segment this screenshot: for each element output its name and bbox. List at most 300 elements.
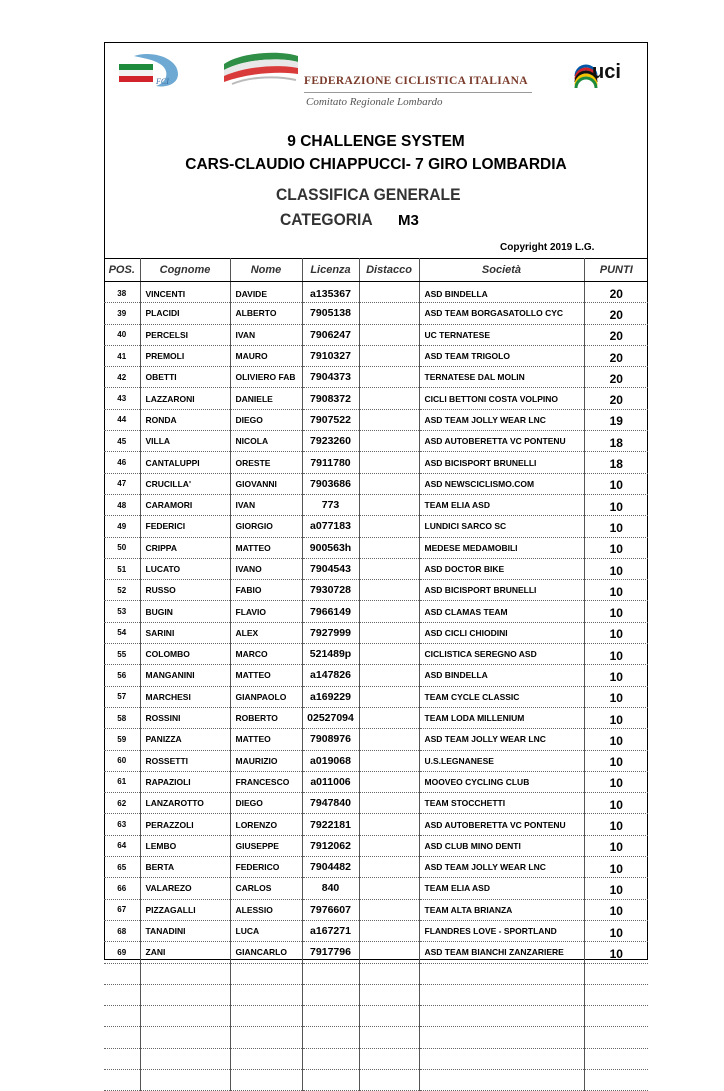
position-cell: 54 bbox=[104, 622, 140, 643]
team-cell: ASD TEAM BIANCHI ZANZARIERE bbox=[419, 942, 584, 963]
position-cell: 41 bbox=[104, 345, 140, 366]
position-cell bbox=[104, 963, 140, 984]
gap-cell bbox=[359, 601, 419, 622]
license-cell: a077183 bbox=[302, 516, 359, 537]
table-row bbox=[104, 473, 648, 494]
position-cell: 42 bbox=[104, 367, 140, 388]
points-cell: 18 bbox=[584, 452, 648, 473]
gap-cell bbox=[359, 1027, 419, 1048]
surname-cell: RAPAZIOLI bbox=[140, 771, 230, 792]
column-header-nome: Nome bbox=[230, 259, 302, 282]
name-cell: GIANPAOLO bbox=[230, 686, 302, 707]
team-cell: TEAM ELIA ASD bbox=[419, 878, 584, 899]
license-cell: 7917796 bbox=[302, 942, 359, 963]
team-cell: ASD TEAM TRIGOLO bbox=[419, 345, 584, 366]
points-cell: 10 bbox=[584, 516, 648, 537]
points-cell: 10 bbox=[584, 665, 648, 686]
name-cell: MAURIZIO bbox=[230, 750, 302, 771]
name-cell bbox=[230, 963, 302, 984]
name-cell: NICOLA bbox=[230, 431, 302, 452]
license-cell bbox=[302, 1069, 359, 1090]
team-cell bbox=[419, 1027, 584, 1048]
table-row bbox=[104, 324, 648, 345]
team-cell: ASD TEAM JOLLY WEAR LNC bbox=[419, 729, 584, 750]
surname-cell: PANIZZA bbox=[140, 729, 230, 750]
team-cell bbox=[419, 984, 584, 1005]
surname-cell: ROSSINI bbox=[140, 707, 230, 728]
position-cell bbox=[104, 1027, 140, 1048]
table-row bbox=[104, 282, 648, 303]
table-row bbox=[104, 494, 648, 515]
name-cell: ALBERTO bbox=[230, 303, 302, 324]
federation-subtitle: Comitato Regionale Lombardo bbox=[306, 96, 443, 108]
license-cell bbox=[302, 1048, 359, 1069]
gap-cell bbox=[359, 750, 419, 771]
table-row bbox=[104, 367, 648, 388]
surname-cell: PREMOLI bbox=[140, 345, 230, 366]
team-cell: ASD BICISPORT BRUNELLI bbox=[419, 580, 584, 601]
name-cell: LUCA bbox=[230, 920, 302, 941]
position-cell: 56 bbox=[104, 665, 140, 686]
points-cell bbox=[584, 984, 648, 1005]
surname-cell bbox=[140, 984, 230, 1005]
points-cell: 10 bbox=[584, 686, 648, 707]
position-cell: 64 bbox=[104, 835, 140, 856]
name-cell: DAVIDE bbox=[230, 282, 302, 303]
team-cell: MEDESE MEDAMOBILI bbox=[419, 537, 584, 558]
name-cell: ROBERTO bbox=[230, 707, 302, 728]
position-cell: 51 bbox=[104, 558, 140, 579]
license-cell: 900563h bbox=[302, 537, 359, 558]
table-row bbox=[104, 558, 648, 579]
name-cell bbox=[230, 984, 302, 1005]
points-cell: 10 bbox=[584, 899, 648, 920]
license-cell: 840 bbox=[302, 878, 359, 899]
table-row bbox=[104, 814, 648, 835]
gap-cell bbox=[359, 644, 419, 665]
gap-cell bbox=[359, 857, 419, 878]
points-cell: 10 bbox=[584, 771, 648, 792]
gap-cell bbox=[359, 1069, 419, 1090]
table-row bbox=[104, 920, 648, 941]
position-cell: 55 bbox=[104, 644, 140, 665]
gap-cell bbox=[359, 771, 419, 792]
points-cell: 10 bbox=[584, 580, 648, 601]
position-cell: 57 bbox=[104, 686, 140, 707]
license-cell: 7904482 bbox=[302, 857, 359, 878]
team-cell: ASD TEAM JOLLY WEAR LNC bbox=[419, 409, 584, 430]
gap-cell bbox=[359, 431, 419, 452]
position-cell: 68 bbox=[104, 920, 140, 941]
table-row bbox=[104, 963, 648, 984]
name-cell: ALESSIO bbox=[230, 899, 302, 920]
surname-cell: CRIPPA bbox=[140, 537, 230, 558]
fci-logo-text: FCI bbox=[156, 77, 169, 86]
surname-cell: BERTA bbox=[140, 857, 230, 878]
license-cell: 7904373 bbox=[302, 367, 359, 388]
surname-cell: COLOMBO bbox=[140, 644, 230, 665]
table-row bbox=[104, 984, 648, 1005]
position-cell: 52 bbox=[104, 580, 140, 601]
name-cell: FABIO bbox=[230, 580, 302, 601]
position-cell: 61 bbox=[104, 771, 140, 792]
uci-logo-text: uci bbox=[592, 61, 621, 83]
position-cell: 43 bbox=[104, 388, 140, 409]
name-cell: IVAN bbox=[230, 494, 302, 515]
name-cell: DIEGO bbox=[230, 793, 302, 814]
team-cell: ASD BINDELLA bbox=[419, 282, 584, 303]
license-cell: 7908976 bbox=[302, 729, 359, 750]
surname-cell: PLACIDI bbox=[140, 303, 230, 324]
points-cell: 20 bbox=[584, 282, 648, 303]
gap-cell bbox=[359, 282, 419, 303]
table-row bbox=[104, 431, 648, 452]
gap-cell bbox=[359, 920, 419, 941]
points-cell: 10 bbox=[584, 473, 648, 494]
license-cell: a135367 bbox=[302, 282, 359, 303]
points-cell: 10 bbox=[584, 942, 648, 963]
surname-cell: LAZZARONI bbox=[140, 388, 230, 409]
license-cell: 773 bbox=[302, 494, 359, 515]
gap-cell bbox=[359, 388, 419, 409]
license-cell: 7906247 bbox=[302, 324, 359, 345]
team-cell: MOOVEO CYCLING CLUB bbox=[419, 771, 584, 792]
table-row bbox=[104, 516, 648, 537]
position-cell: 40 bbox=[104, 324, 140, 345]
license-cell: 7912062 bbox=[302, 835, 359, 856]
surname-cell: ZANI bbox=[140, 942, 230, 963]
team-cell: ASD AUTOBERETTA VC PONTENU bbox=[419, 814, 584, 835]
position-cell: 44 bbox=[104, 409, 140, 430]
team-cell: TEAM ALTA BRIANZA bbox=[419, 899, 584, 920]
table-row bbox=[104, 686, 648, 707]
table-header-row bbox=[104, 259, 648, 282]
license-cell: 02527094 bbox=[302, 707, 359, 728]
surname-cell: CANTALUPPI bbox=[140, 452, 230, 473]
standings-table bbox=[104, 258, 648, 1091]
surname-cell: CARAMORI bbox=[140, 494, 230, 515]
name-cell: CARLOS bbox=[230, 878, 302, 899]
points-cell: 10 bbox=[584, 750, 648, 771]
gap-cell bbox=[359, 793, 419, 814]
position-cell: 62 bbox=[104, 793, 140, 814]
team-cell bbox=[419, 1048, 584, 1069]
name-cell: DANIELE bbox=[230, 388, 302, 409]
fci-logo-icon bbox=[116, 52, 182, 88]
team-cell: CICLI BETTONI COSTA VOLPINO bbox=[419, 388, 584, 409]
surname-cell bbox=[140, 963, 230, 984]
gap-cell bbox=[359, 1048, 419, 1069]
position-cell: 69 bbox=[104, 942, 140, 963]
license-cell: 7904543 bbox=[302, 558, 359, 579]
license-cell: 7910327 bbox=[302, 345, 359, 366]
license-cell bbox=[302, 984, 359, 1005]
position-cell: 53 bbox=[104, 601, 140, 622]
points-cell: 10 bbox=[584, 558, 648, 579]
table-row bbox=[104, 771, 648, 792]
team-cell: TEAM STOCCHETTI bbox=[419, 793, 584, 814]
table-row bbox=[104, 707, 648, 728]
license-cell: a011006 bbox=[302, 771, 359, 792]
license-cell bbox=[302, 1027, 359, 1048]
license-cell: a169229 bbox=[302, 686, 359, 707]
team-cell bbox=[419, 963, 584, 984]
team-cell: LUNDICI SARCO SC bbox=[419, 516, 584, 537]
column-header-societa: Società bbox=[419, 259, 584, 282]
surname-cell: VILLA bbox=[140, 431, 230, 452]
surname-cell: SARINI bbox=[140, 622, 230, 643]
team-cell: ASD AUTOBERETTA VC PONTENU bbox=[419, 431, 584, 452]
surname-cell: PERAZZOLI bbox=[140, 814, 230, 835]
team-cell: TEAM ELIA ASD bbox=[419, 494, 584, 515]
team-cell: CICLISTICA SEREGNO ASD bbox=[419, 644, 584, 665]
name-cell: GIORGIO bbox=[230, 516, 302, 537]
team-cell: TEAM LODA MILLENIUM bbox=[419, 707, 584, 728]
team-cell bbox=[419, 1069, 584, 1090]
name-cell: MAURO bbox=[230, 345, 302, 366]
table-row bbox=[104, 1027, 648, 1048]
surname-cell: CRUCILLA' bbox=[140, 473, 230, 494]
name-cell: FRANCESCO bbox=[230, 771, 302, 792]
license-cell: 7966149 bbox=[302, 601, 359, 622]
table-row bbox=[104, 622, 648, 643]
table-row bbox=[104, 537, 648, 558]
table-row bbox=[104, 303, 648, 324]
table-row bbox=[104, 878, 648, 899]
gap-cell bbox=[359, 516, 419, 537]
category-label: CATEGORIA bbox=[280, 210, 373, 229]
gap-cell bbox=[359, 665, 419, 686]
column-header-distacco: Distacco bbox=[359, 259, 419, 282]
name-cell: LORENZO bbox=[230, 814, 302, 835]
name-cell bbox=[230, 1069, 302, 1090]
position-cell: 63 bbox=[104, 814, 140, 835]
surname-cell: RUSSO bbox=[140, 580, 230, 601]
license-cell: 7922181 bbox=[302, 814, 359, 835]
team-cell: FLANDRES LOVE - SPORTLAND bbox=[419, 920, 584, 941]
name-cell: OLIVIERO FAB bbox=[230, 367, 302, 388]
gap-cell bbox=[359, 409, 419, 430]
table-row bbox=[104, 601, 648, 622]
points-cell: 19 bbox=[584, 409, 648, 430]
surname-cell: FEDERICI bbox=[140, 516, 230, 537]
position-cell: 67 bbox=[104, 899, 140, 920]
team-cell: ASD NEWSCICLISMO.COM bbox=[419, 473, 584, 494]
surname-cell bbox=[140, 1069, 230, 1090]
points-cell: 10 bbox=[584, 835, 648, 856]
name-cell: MATTEO bbox=[230, 665, 302, 686]
position-cell: 39 bbox=[104, 303, 140, 324]
column-header-cognome: Cognome bbox=[140, 259, 230, 282]
surname-cell: VALAREZO bbox=[140, 878, 230, 899]
table-row bbox=[104, 793, 648, 814]
name-cell: MATTEO bbox=[230, 729, 302, 750]
license-cell: 7907522 bbox=[302, 409, 359, 430]
position-cell: 48 bbox=[104, 494, 140, 515]
license-cell: a147826 bbox=[302, 665, 359, 686]
team-cell: UC TERNATESE bbox=[419, 324, 584, 345]
gap-cell bbox=[359, 558, 419, 579]
team-cell: ASD CICLI CHIODINI bbox=[419, 622, 584, 643]
table-row bbox=[104, 1048, 648, 1069]
gap-cell bbox=[359, 707, 419, 728]
gap-cell bbox=[359, 878, 419, 899]
points-cell bbox=[584, 963, 648, 984]
position-cell: 60 bbox=[104, 750, 140, 771]
name-cell bbox=[230, 1048, 302, 1069]
surname-cell: ROSSETTI bbox=[140, 750, 230, 771]
surname-cell: PIZZAGALLI bbox=[140, 899, 230, 920]
points-cell bbox=[584, 1048, 648, 1069]
gap-cell bbox=[359, 494, 419, 515]
name-cell: IVANO bbox=[230, 558, 302, 579]
name-cell: GIOVANNI bbox=[230, 473, 302, 494]
table-row bbox=[104, 1069, 648, 1090]
surname-cell: LEMBO bbox=[140, 835, 230, 856]
points-cell bbox=[584, 1027, 648, 1048]
surname-cell: TANADINI bbox=[140, 920, 230, 941]
team-cell: U.S.LEGNANESE bbox=[419, 750, 584, 771]
surname-cell: LANZAROTTO bbox=[140, 793, 230, 814]
table-row bbox=[104, 345, 648, 366]
points-cell: 10 bbox=[584, 814, 648, 835]
gap-cell bbox=[359, 303, 419, 324]
gap-cell bbox=[359, 345, 419, 366]
position-cell: 50 bbox=[104, 537, 140, 558]
license-cell: 7976607 bbox=[302, 899, 359, 920]
gap-cell bbox=[359, 729, 419, 750]
points-cell: 20 bbox=[584, 388, 648, 409]
gap-cell bbox=[359, 942, 419, 963]
event-subtitle: CARS-CLAUDIO CHIAPPUCCI- 7 GIRO LOMBARDIA bbox=[185, 156, 567, 173]
surname-cell: BUGIN bbox=[140, 601, 230, 622]
team-cell: ASD CLUB MINO DENTI bbox=[419, 835, 584, 856]
license-cell: a167271 bbox=[302, 920, 359, 941]
team-cell: ASD BINDELLA bbox=[419, 665, 584, 686]
position-cell: 66 bbox=[104, 878, 140, 899]
points-cell: 10 bbox=[584, 707, 648, 728]
federation-divider bbox=[304, 92, 532, 93]
points-cell: 20 bbox=[584, 367, 648, 388]
gap-cell bbox=[359, 537, 419, 558]
license-cell: a019068 bbox=[302, 750, 359, 771]
points-cell: 10 bbox=[584, 729, 648, 750]
points-cell: 10 bbox=[584, 644, 648, 665]
gap-cell bbox=[359, 473, 419, 494]
table-row bbox=[104, 899, 648, 920]
team-cell: ASD CLAMAS TEAM bbox=[419, 601, 584, 622]
points-cell: 10 bbox=[584, 857, 648, 878]
gap-cell bbox=[359, 622, 419, 643]
gap-cell bbox=[359, 963, 419, 984]
license-cell: 7911780 bbox=[302, 452, 359, 473]
column-header-punti: PUNTI bbox=[584, 259, 648, 282]
name-cell: FEDERICO bbox=[230, 857, 302, 878]
gap-cell bbox=[359, 580, 419, 601]
table-row bbox=[104, 644, 648, 665]
points-cell: 10 bbox=[584, 878, 648, 899]
license-cell: 7930728 bbox=[302, 580, 359, 601]
name-cell: DIEGO bbox=[230, 409, 302, 430]
team-cell: ASD TEAM BORGASATOLLO CYC bbox=[419, 303, 584, 324]
name-cell: GIUSEPPE bbox=[230, 835, 302, 856]
table-row bbox=[104, 942, 648, 963]
license-cell: 521489p bbox=[302, 644, 359, 665]
table-row bbox=[104, 729, 648, 750]
points-cell: 20 bbox=[584, 324, 648, 345]
gap-cell bbox=[359, 899, 419, 920]
points-cell: 10 bbox=[584, 793, 648, 814]
surname-cell: VINCENTI bbox=[140, 282, 230, 303]
points-cell: 10 bbox=[584, 537, 648, 558]
column-header-pos: POS. bbox=[104, 259, 140, 282]
surname-cell: MANGANINI bbox=[140, 665, 230, 686]
gap-cell bbox=[359, 367, 419, 388]
position-cell bbox=[104, 1048, 140, 1069]
name-cell: ORESTE bbox=[230, 452, 302, 473]
team-cell: ASD TEAM JOLLY WEAR LNC bbox=[419, 857, 584, 878]
uci-logo-icon bbox=[572, 52, 638, 92]
points-cell: 10 bbox=[584, 494, 648, 515]
surname-cell: LUCATO bbox=[140, 558, 230, 579]
surname-cell: PERCELSI bbox=[140, 324, 230, 345]
license-cell: 7947840 bbox=[302, 793, 359, 814]
license-cell: 7908372 bbox=[302, 388, 359, 409]
position-cell bbox=[104, 1069, 140, 1090]
gap-cell bbox=[359, 984, 419, 1005]
category-value: M3 bbox=[398, 212, 419, 229]
table-row bbox=[104, 857, 648, 878]
position-cell: 58 bbox=[104, 707, 140, 728]
table-row bbox=[104, 452, 648, 473]
points-cell: 18 bbox=[584, 431, 648, 452]
license-cell: 7923260 bbox=[302, 431, 359, 452]
team-cell: TERNATESE DAL MOLIN bbox=[419, 367, 584, 388]
tricolore-logo-icon bbox=[222, 50, 300, 90]
gap-cell bbox=[359, 324, 419, 345]
classification-heading: CLASSIFICA GENERALE bbox=[276, 185, 461, 204]
federation-name: FEDERAZIONE CICLISTICA ITALIANA bbox=[304, 75, 528, 87]
points-cell: 10 bbox=[584, 622, 648, 643]
name-cell: MATTEO bbox=[230, 537, 302, 558]
table-row bbox=[104, 580, 648, 601]
points-cell: 20 bbox=[584, 303, 648, 324]
copyright-text: Copyright 2019 L.G. bbox=[500, 242, 595, 253]
table-row bbox=[104, 409, 648, 430]
license-cell: 7927999 bbox=[302, 622, 359, 643]
table-row bbox=[104, 750, 648, 771]
name-cell: FLAVIO bbox=[230, 601, 302, 622]
license-cell: 7903686 bbox=[302, 473, 359, 494]
position-cell: 38 bbox=[104, 282, 140, 303]
position-cell: 59 bbox=[104, 729, 140, 750]
position-cell bbox=[104, 984, 140, 1005]
position-cell: 49 bbox=[104, 516, 140, 537]
table-row bbox=[104, 388, 648, 409]
column-header-licenza: Licenza bbox=[302, 259, 359, 282]
position-cell: 45 bbox=[104, 431, 140, 452]
position-cell: 65 bbox=[104, 857, 140, 878]
table-row bbox=[104, 665, 648, 686]
points-cell: 10 bbox=[584, 920, 648, 941]
position-cell: 47 bbox=[104, 473, 140, 494]
license-cell bbox=[302, 963, 359, 984]
name-cell: MARCO bbox=[230, 644, 302, 665]
team-cell: TEAM CYCLE CLASSIC bbox=[419, 686, 584, 707]
event-title: 9 CHALLENGE SYSTEM bbox=[287, 133, 465, 150]
table-row bbox=[104, 835, 648, 856]
name-cell: IVAN bbox=[230, 324, 302, 345]
